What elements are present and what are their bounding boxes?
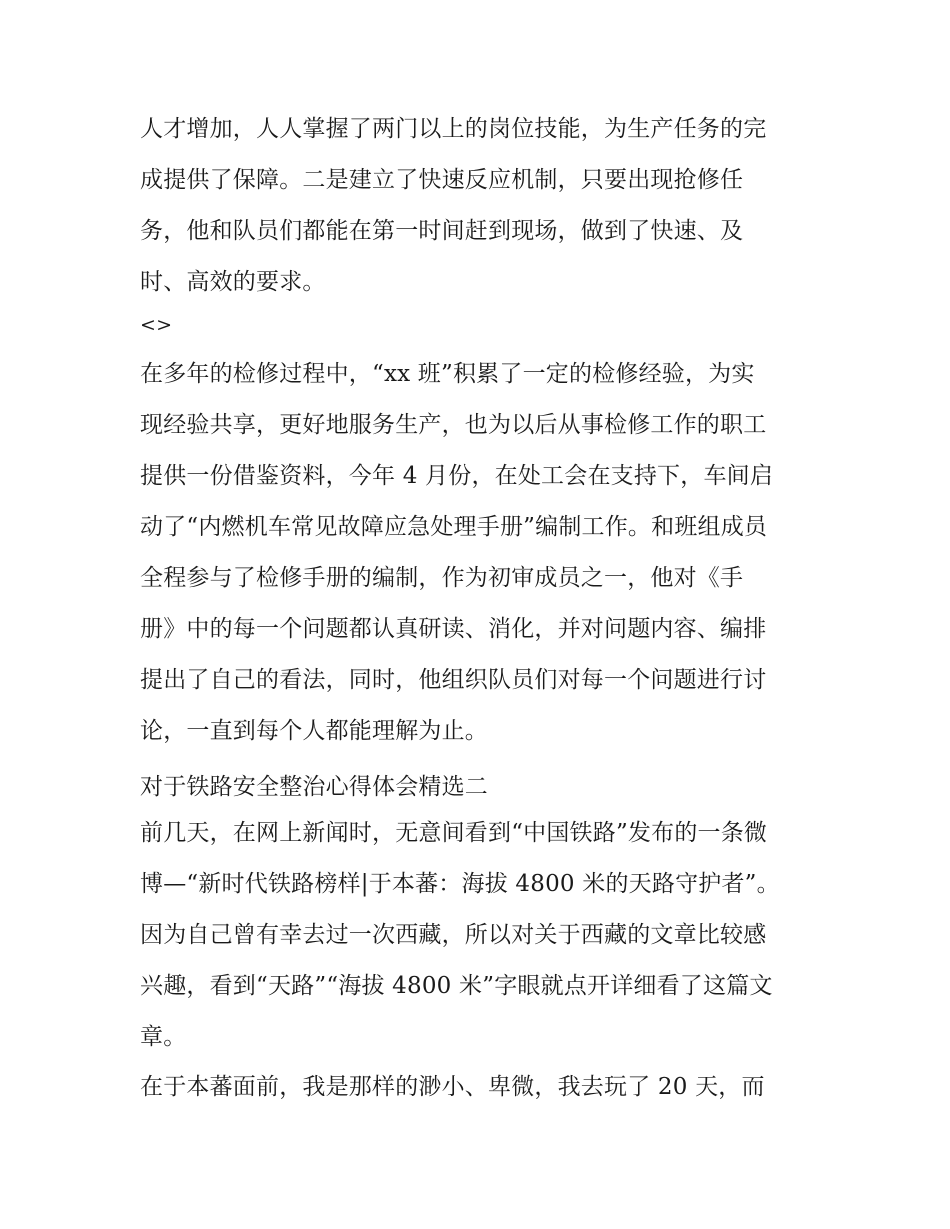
text-line: 在于本蕃面前，我是那样的渺小、卑微，我去玩了 20 天，而 (140, 1074, 765, 1100)
paragraph-railway-news (140, 808, 830, 1063)
text-line: 时、高效的要求。 (140, 269, 326, 295)
text-line: 因为自己曾有幸去过一次西藏，所以对关于西藏的文章比较感 (140, 922, 767, 948)
text-line: 提供一份借鉴资料，今年 4 月份，在处工会在支持下，车间启 (140, 463, 774, 489)
placeholder-marker: <> (140, 314, 173, 336)
text-line: 在多年的检修过程中，“xx 班”积累了一定的检修经验，为实 (140, 361, 755, 387)
section-title: 对于铁路安全整治心得体会精选二 (140, 774, 488, 800)
paragraph-skills-and-response (140, 104, 830, 308)
text-line: 前几天，在网上新闻时，无意间看到“中国铁路”发布的一条微 (140, 820, 768, 846)
text-line: 现经验共享，更好地服务生产，也为以后从事检修工作的职工 (140, 412, 767, 438)
text-line: 章。 (140, 1024, 187, 1050)
text-line: 成提供了保障。二是建立了快速反应机制，只要出现抢修任 (140, 167, 744, 193)
text-line: 兴趣，看到“天路”“海拔 4800 米”字眼就点开详细看了这篇文 (140, 973, 773, 999)
paragraph-placeholder-marker (140, 312, 830, 338)
text-line: 全程参与了检修手册的编制，作为初审成员之一，他对《手 (140, 565, 744, 591)
text-line: 人才增加，人人掌握了两门以上的岗位技能，为生产任务的完 (140, 116, 767, 142)
text-line: 博—“新时代铁路榜样|于本蕃：海拔 4800 米的天路守护者”。 (140, 871, 780, 897)
text-line: 论，一直到每个人都能理解为止。 (140, 718, 488, 744)
text-line: 提出了自己的看法，同时，他组织队员们对每一个问题进行讨 (140, 667, 767, 693)
paragraph-closing (140, 1062, 830, 1113)
text-line: 务，他和队员们都能在第一时间赶到现场，做到了快速、及 (140, 218, 744, 244)
section-heading (140, 762, 830, 813)
paragraph-maintenance-handbook (140, 349, 830, 757)
text-line: 册》中的每一个问题都认真研读、消化，并对问题内容、编排 (140, 616, 767, 642)
text-line: 动了“内燃机车常见故障应急处理手册”编制工作。和班组成员 (140, 514, 768, 540)
